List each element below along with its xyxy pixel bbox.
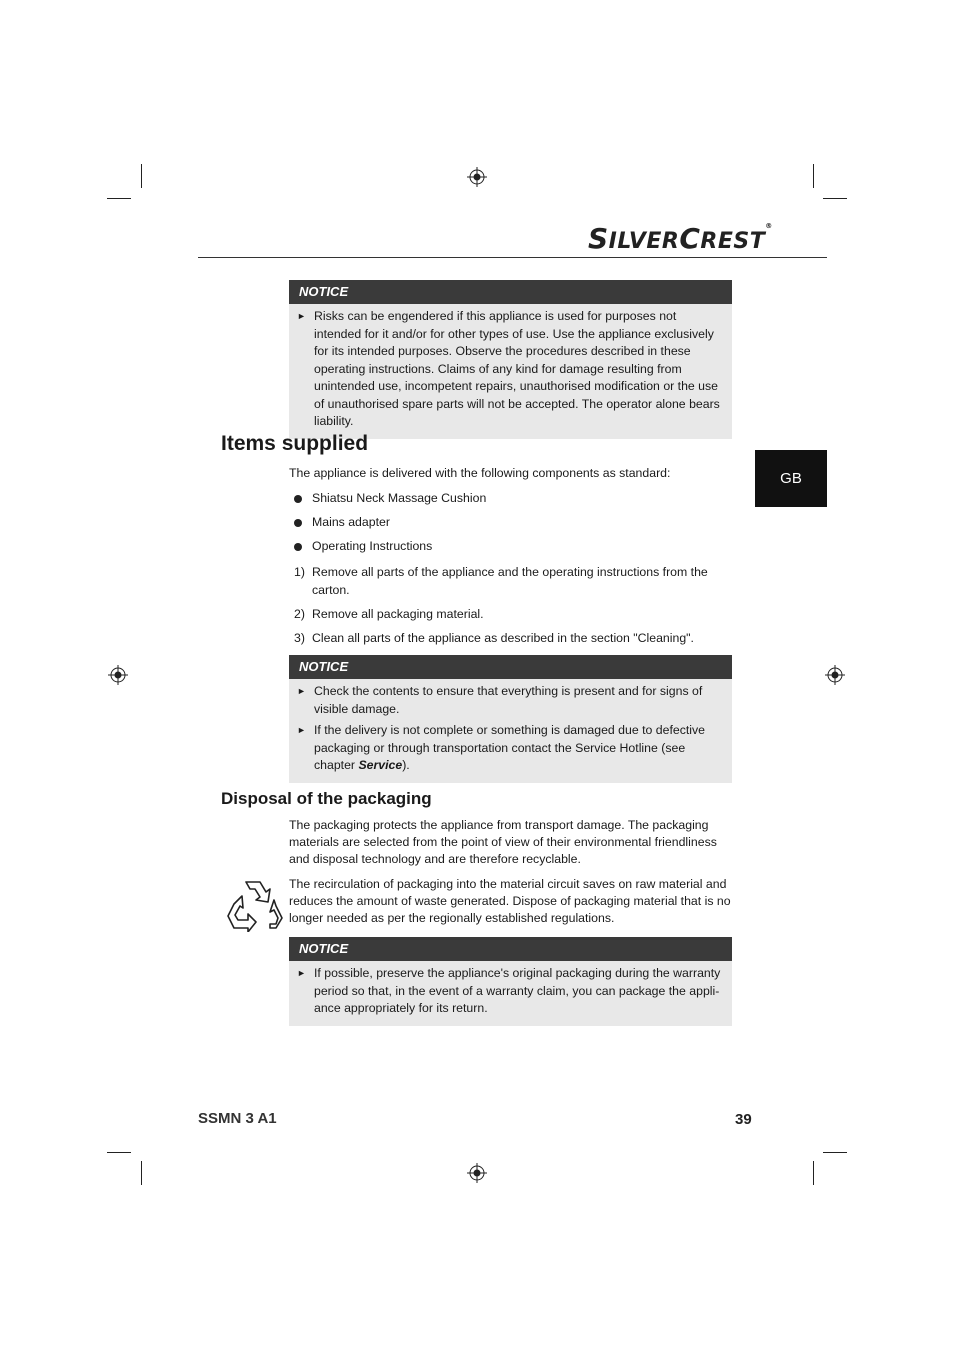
registration-mark-icon: [467, 167, 487, 187]
crop-mark: [823, 1152, 847, 1153]
page-number: 39: [735, 1111, 752, 1128]
notice-item: ► Risks can be engendered if this appliance is used for purposes not intended for it and/or for other types of use. Use the appliance exclusively for its intended purposes. Observe the procedures described in these operating instructions. Claims of any kind for damage resulting from unintended use, incompetent repairs, unauthorised modification or the use of unauthorised spare parts will not be accepted. The operator alone bears liability.: [297, 308, 726, 431]
step-item: 2) Remove all packaging material.: [294, 607, 484, 621]
list-item: Operating Instructions: [294, 538, 432, 555]
crop-mark: [107, 1152, 131, 1153]
bullet-icon: [294, 495, 302, 503]
recycle-icon: [226, 878, 284, 932]
language-tab: [755, 450, 827, 507]
step-item: 3) Clean all parts of the appliance as described in the section "Cleaning".: [294, 631, 694, 645]
notice-box: [289, 655, 732, 783]
crop-mark: [823, 198, 847, 199]
bullet-icon: [294, 519, 302, 527]
intro-text: The appliance is delivered with the following components as standard:: [289, 466, 671, 480]
crop-mark: [141, 1161, 142, 1185]
header-rule: [198, 257, 827, 258]
crop-mark: [107, 198, 131, 199]
service-chapter-ref: Service: [358, 758, 403, 772]
disposal-paragraph: The packaging protects the appliance from transport damage. The packaging materials are selected from the point of view of their environmental friendliness and disposal technology and are therefore recyclable.: [289, 818, 717, 866]
notice-box: [289, 937, 732, 1026]
registration-mark-icon: [108, 665, 128, 685]
notice-box: [289, 280, 732, 439]
notice-item: ► Check the contents to ensure that everything is present and for signs of visible damage.: [297, 683, 726, 718]
language-tab-label: GB: [780, 470, 802, 487]
arrow-icon: ►: [297, 311, 306, 321]
crop-mark: [141, 164, 142, 188]
crop-mark: [813, 164, 814, 188]
section-heading: Items supplied: [221, 432, 369, 455]
list-item: Mains adapter: [294, 514, 390, 531]
step-item: 1) Remove all parts of the appliance and the operating instructions from the carton.: [294, 565, 708, 597]
registration-mark-icon: [825, 665, 845, 685]
section-subheading: Disposal of the packaging: [221, 789, 432, 808]
crop-mark: [813, 1161, 814, 1185]
notice-title: NOTICE: [289, 280, 732, 304]
arrow-icon: ►: [297, 725, 306, 735]
notice-item: ► If possible, preserve the appliance's original packaging during the warranty period so that, in the event of a warranty claim, you can package the appli-ance appropriately for its return.: [297, 965, 726, 1018]
disposal-paragraph: The recirculation of packaging into the material circuit saves on raw material and reduces the amount of waste generated. Dispose of packaging material that is no longer needed as per the regionally established regulations.: [289, 877, 731, 925]
bullet-icon: [294, 543, 302, 551]
model-number: SSMN 3 A1: [198, 1110, 277, 1127]
registration-mark-icon: [467, 1163, 487, 1183]
notice-item: ► If the delivery is not complete or something is damaged due to defective packaging or through transportation contact the Service Hotline (see chapter Service).: [297, 722, 726, 775]
brand-logo: SILVERCREST®: [588, 222, 773, 255]
notice-title: NOTICE: [289, 655, 732, 679]
arrow-icon: ►: [297, 686, 306, 696]
list-item: Shiatsu Neck Massage Cushion: [294, 490, 486, 507]
notice-title: NOTICE: [289, 937, 732, 961]
arrow-icon: ►: [297, 968, 306, 978]
